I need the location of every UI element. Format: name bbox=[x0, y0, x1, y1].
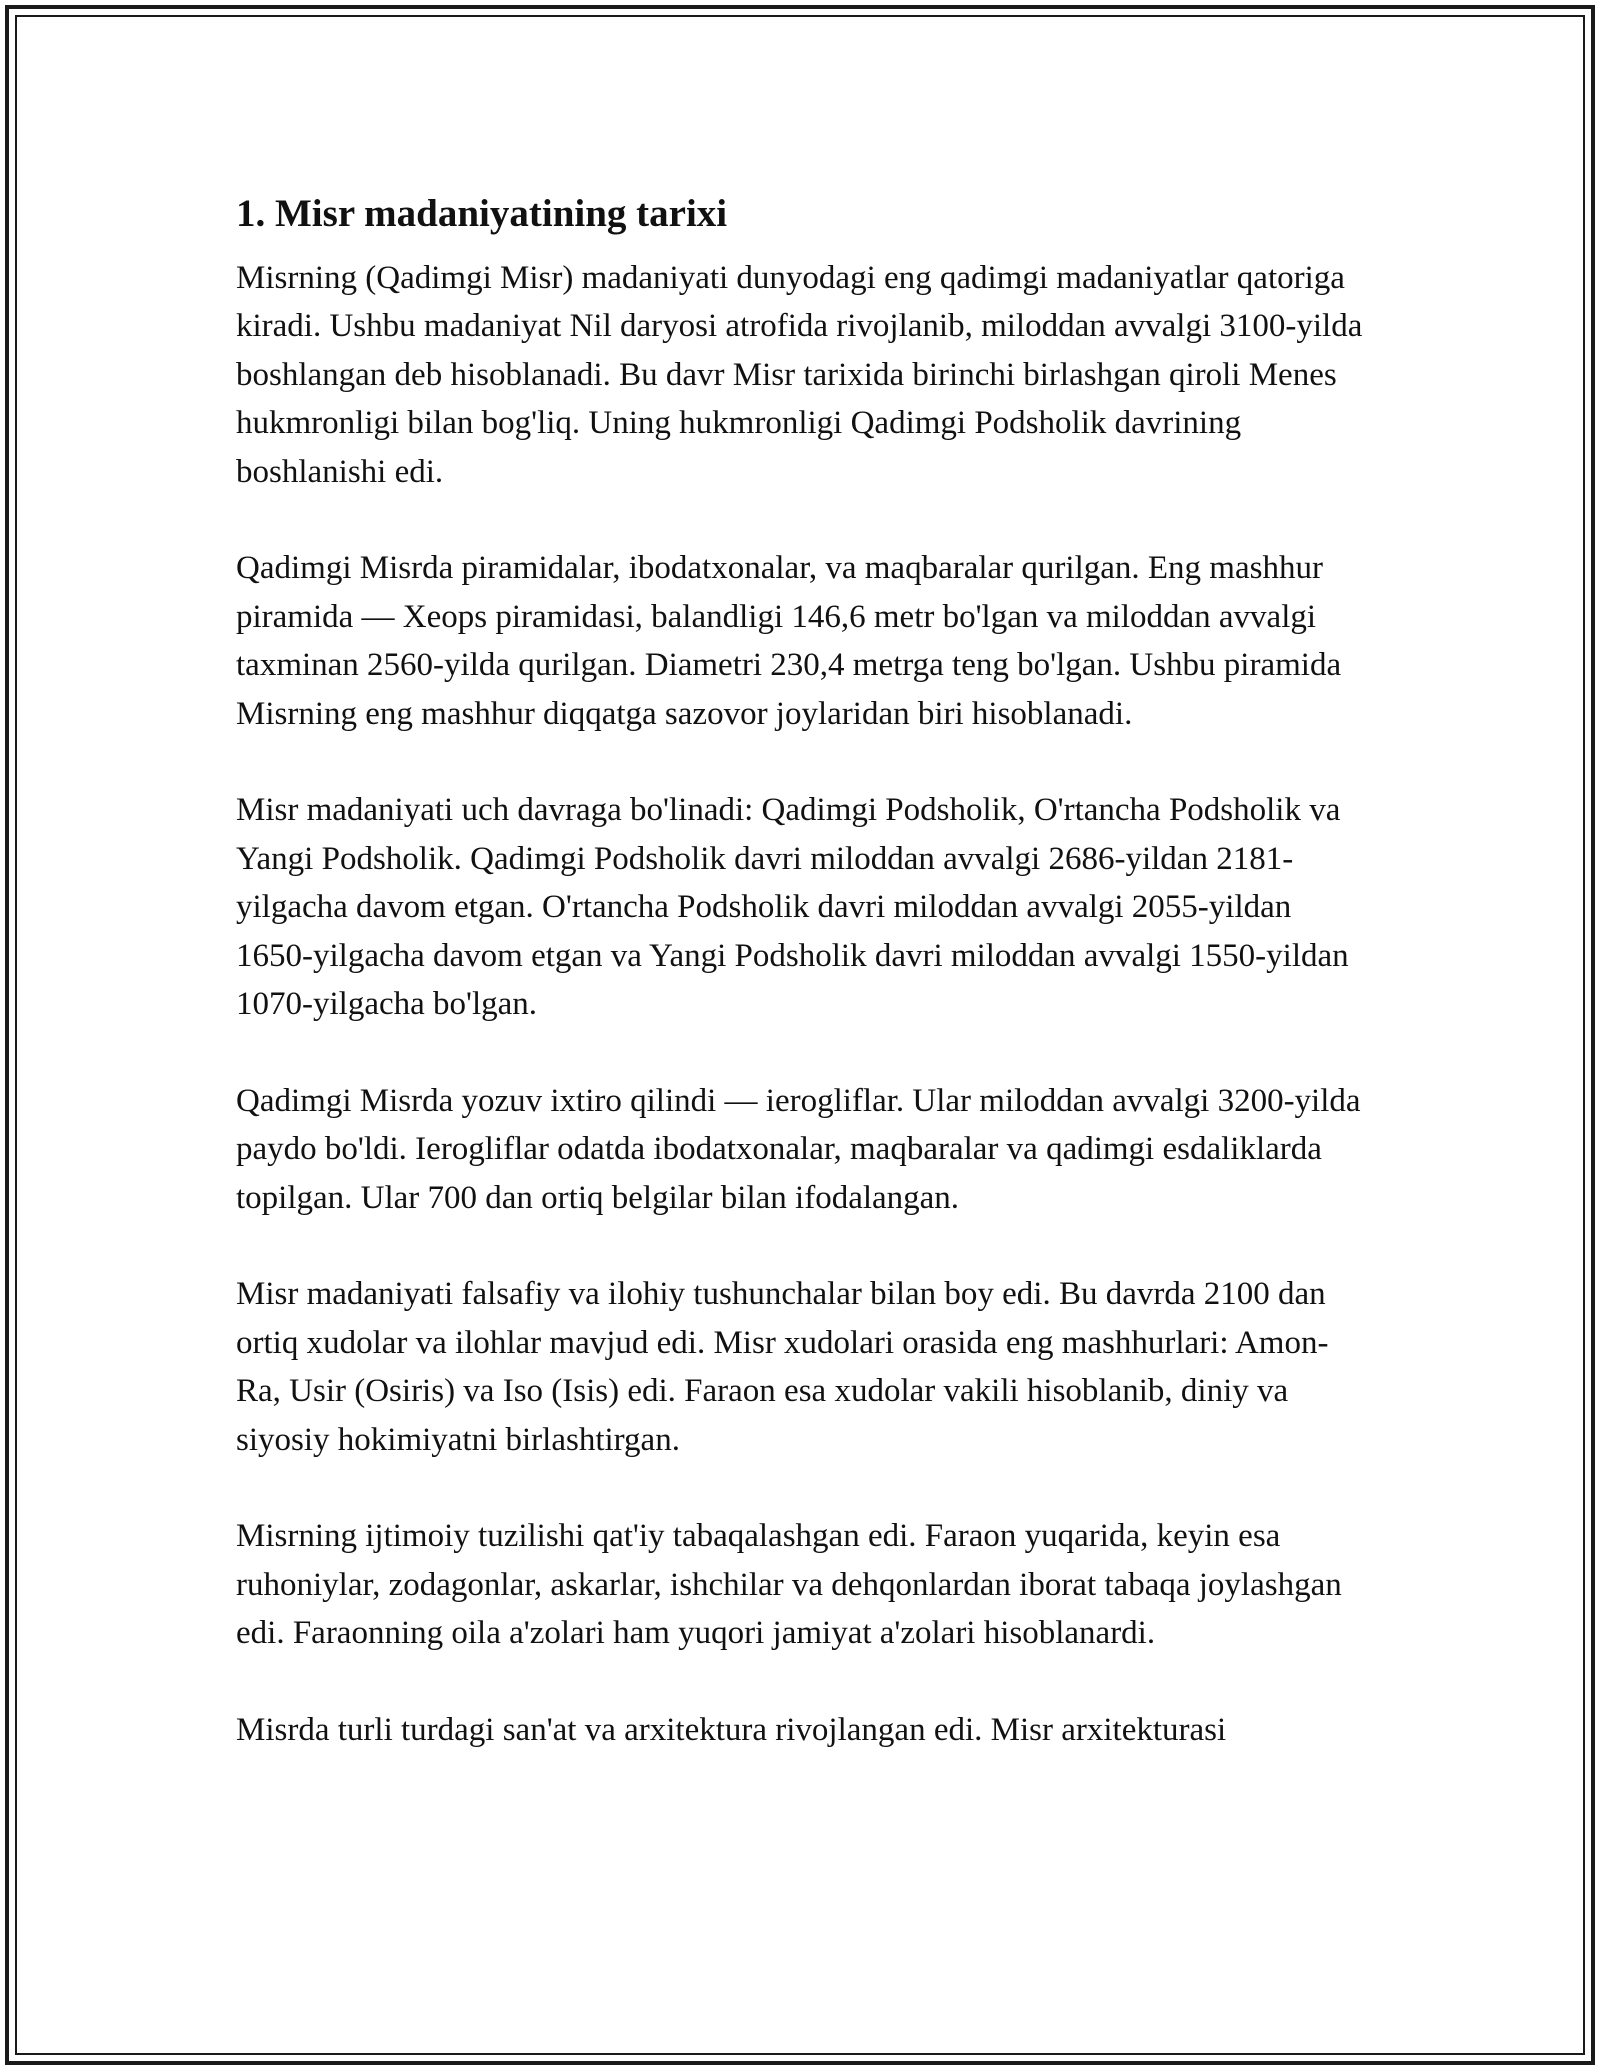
paragraph-art: Misrda turli turdagi san'at va arxitektura rivojlangan edi. Misr arxitekturasi bbox=[236, 1712, 1227, 1749]
paragraph-religion: Misr madaniyati falsafiy va ilohiy tushunchalar bilan boy edi. Bu davrda 2100 dan ortiq xudolar va ilohlar mavjud edi. Misr xudolari orasida eng mashhurlari: Amon-Ra, Usir (Osiris) va Iso (Isis) edi. Faraon esa xudolar vakili hisoblanib, diniy va siyosiy hokimiyatni birlashtirgan. bbox=[236, 1276, 1329, 1458]
paragraph-society: Misrning ijtimoiy tuzilishi qat'iy tabaqalashgan edi. Faraon yuqarida, keyin esa ruhoniylar, zodagonlar, askarlar, ishchilar va dehqonlardan iborat tabaqa joylashgan edi. Faraonning oila a'zolari ham yuqori jamiyat a'zolari hisoblanardi. bbox=[236, 1518, 1342, 1652]
paragraph-pyramids: Qadimgi Misrda piramidalar, ibodatxonalar, va maqbaralar qurilgan. Eng mashhur piramida — Xeops piramidasi, balandligi 146,6 metr bo'lgan va miloddan avvalgi taxminan 2560-yilda qurilgan. Diametri 230,4 metrga teng bo'lgan. Ushbu piramida Misrning eng mashhur diqqatga sazovor joylaridan biri hisoblanadi. bbox=[236, 550, 1342, 732]
section-heading: 1. Misr madaniyatining tarixi bbox=[236, 192, 728, 235]
document-body bbox=[236, 186, 1366, 1755]
paragraph-periods: Misr madaniyati uch davraga bo'linadi: Qadimgi Podsholik, O'rtancha Podsholik va Yangi Podsholik. Qadimgi Podsholik davri miloddan avvalgi 2686-yildan 2181-yilgacha davom etgan. O'rtancha Podsholik davri miloddan avvalgi 2055-yildan 1650-yilgacha davom etgan va Yangi Podsholik davri miloddan avvalgi 1550-yildan 1070-yilgacha bo'lgan. bbox=[236, 792, 1349, 1023]
paragraph-origins: Misrning (Qadimgi Misr) madaniyati dunyodagi eng qadimgi madaniyatlar qatoriga kiradi. Ushbu madaniyat Nil daryosi atrofida rivojlanib, miloddan avvalgi 3100-yilda boshlangan deb hisoblanadi. Bu davr Misr tarixida birinchi birlashgan qiroli Menes hukmronligi bilan bog'liq. Uning hukmronligi Qadimgi Podsholik davrining boshlanishi edi. bbox=[236, 260, 1363, 490]
paragraph-hieroglyphs: Qadimgi Misrda yozuv ixtiro qilindi — ierogliflar. Ular miloddan avvalgi 3200-yilda paydo bo'ldi. Ierogliflar odatda ibodatxonalar, maqbaralar va qadimgi esdaliklarda topilgan. Ular 700 dan ortiq belgilar bilan ifodalangan. bbox=[236, 1082, 1361, 1216]
